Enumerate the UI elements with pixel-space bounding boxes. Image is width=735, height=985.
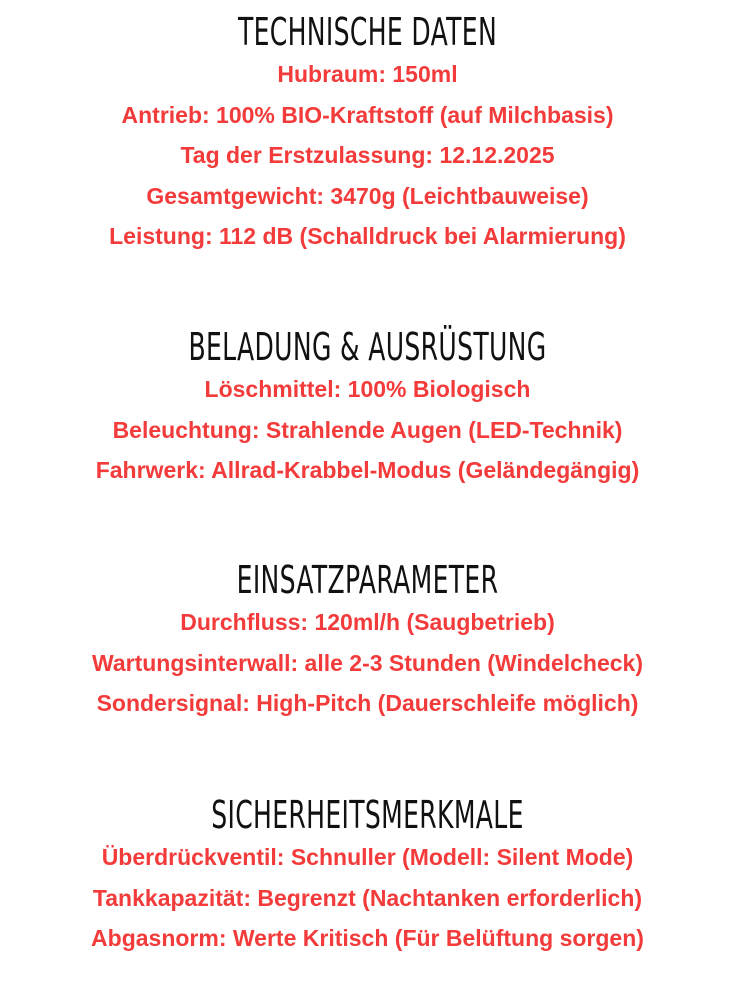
section-heading: SICHERHEITSMERKMALE (211, 793, 524, 837)
spec-line: Wartungsinterwall: alle 2-3 Stunden (Windelcheck) (91, 649, 644, 676)
spec-line: Sondersignal: High-Pitch (Dauerschleife möglich) (96, 690, 639, 716)
section-einsatzparameter (0, 558, 735, 724)
spec-line: Durchfluss: 120ml/h (Saugbetrieb) (180, 609, 555, 635)
spec-line: Hubraum: 150ml (277, 61, 458, 87)
section-heading: TECHNISCHE DATEN (237, 10, 498, 54)
spec-line: Abgasnorm: Werte Kritisch (Für Belüftung sorgen) (91, 925, 644, 951)
spec-line: Löschmittel: 100% Biologisch (204, 376, 531, 402)
section-heading: EINSATZPARAMETER (236, 558, 499, 602)
spec-line: Fahrwerk: Allrad-Krabbel-Modus (Geländegängig) (95, 457, 640, 483)
spec-line: Tag der Erstzulassung: 12.12.2025 (180, 142, 555, 168)
section-beladung-ausruestung (0, 325, 735, 491)
section-technische-daten (0, 10, 735, 257)
spec-line: Gesamtgewicht: 3470g (Leichtbauweise) (146, 182, 589, 209)
section-sicherheitsmerkmale (0, 793, 735, 959)
spec-line: Antrieb: 100% BIO-Kraftstoff (auf Milchbasis) (121, 101, 614, 128)
section-heading: BELADUNG & AUSRÜSTUNG (188, 325, 547, 369)
spec-line: Beleuchtung: Strahlende Augen (LED-Technik) (112, 416, 623, 443)
spec-line: Tankkapazität: Begrenzt (Nachtanken erforderlich) (92, 884, 643, 911)
spec-line: Leistung: 112 dB (Schalldruck bei Alarmierung) (109, 223, 626, 249)
spec-line: Überdrückventil: Schnuller (Modell: Silent Mode) (101, 844, 634, 870)
